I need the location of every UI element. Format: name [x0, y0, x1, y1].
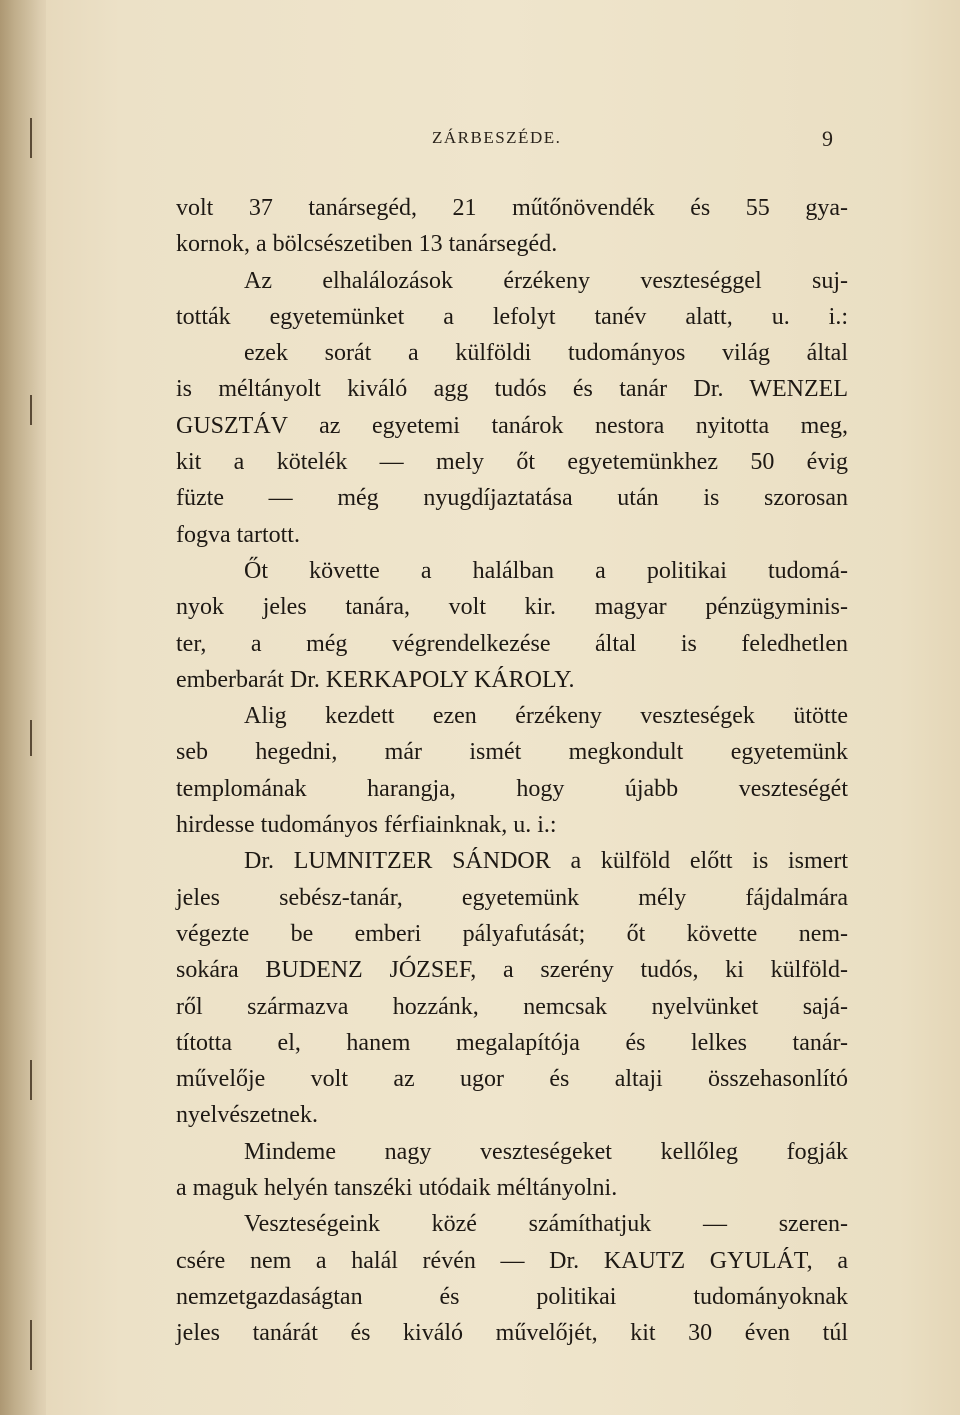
text-line: is méltányolt kiváló agg tudós és tanár Dr. WENZEL: [176, 376, 848, 403]
text-line: a maguk helyén tanszéki utódaik méltányolni.: [176, 1175, 618, 1202]
text-line: Veszteségeink közé számíthatjuk — szeren-: [244, 1211, 848, 1238]
margin-mark: [30, 720, 32, 756]
text-line: művelője volt az ugor és altaji összehasonlító: [176, 1066, 848, 1093]
page-header: [0, 128, 960, 158]
text-line: GUSZTÁV az egyetemi tanárok nestora nyitotta meg,: [176, 412, 848, 439]
text-line: ezek sorát a külföldi tudományos világ által: [244, 340, 848, 367]
running-head: ZÁRBESZÉDE.: [432, 128, 562, 147]
text-line: füzte — még nyugdíjaztatása után is szorosan: [176, 485, 848, 512]
text-line: hirdesse tudományos férfiainknak, u. i.:: [176, 812, 557, 839]
text-line: Mindeme nagy veszteségeket kellőleg fogják: [244, 1138, 848, 1165]
margin-mark: [30, 1320, 32, 1370]
text-line: fogva tartott.: [176, 521, 300, 548]
text-line: kornok, a bölcsészetiben 13 tanársegéd.: [176, 231, 558, 258]
text-line: Dr. LUMNITZER SÁNDOR a külföld előtt is ismert: [244, 848, 848, 875]
text-line: Őt követte a halálban a politikai tudomá-: [244, 557, 848, 584]
text-line: volt 37 tanársegéd, 21 műtőnövendék és 55 gya-: [176, 195, 848, 221]
text-line: nemzetgazdaságtan és politikai tudományoknak: [176, 1283, 848, 1310]
text-line: Az elhalálozások érzékeny veszteséggel suj-: [244, 267, 848, 294]
text-line: ter, a még végrendelkezése által is feledhetlen: [176, 630, 848, 657]
text-line: jeles sebész-tanár, egyetemünk mély fájdalmára: [176, 884, 848, 911]
text-line: végezte be emberi pályafutását; őt követte nem-: [176, 920, 848, 947]
margin-mark: [30, 395, 32, 425]
text-line: jeles tanárát és kiváló művelőjét, kit 30 éven túl: [176, 1320, 848, 1347]
text-line: ről származva hozzánk, nemcsak nyelvünket sajá-: [176, 993, 848, 1020]
text-line: sokára BUDENZ JÓZSEF, a szerény tudós, ki külföld-: [176, 957, 848, 984]
text-line: csére nem a halál révén — Dr. KAUTZ GYULÁT, a: [176, 1247, 848, 1274]
page-binding-shadow: [0, 0, 46, 1415]
text-line: tította el, hanem megalapítója és lelkes tanár-: [176, 1029, 848, 1056]
text-line: templomának harangja, hogy újabb veszteségét: [176, 775, 848, 802]
body-text: [176, 190, 848, 1352]
margin-mark: [30, 1060, 32, 1100]
page-number: 9: [822, 126, 833, 151]
text-line: Alig kezdett ezen érzékeny veszteségek ütötte: [244, 703, 848, 730]
text-line: kit a kötelék — mely őt egyetemünkhez 50 évig: [176, 449, 848, 476]
text-line: seb hegedni, már ismét megkondult egyetemünk: [176, 739, 848, 766]
text-line: emberbarát Dr. KERKAPOLY KÁROLY.: [176, 666, 575, 693]
text-line: nyelvészetnek.: [176, 1102, 318, 1129]
text-line: tották egyetemünket a lefolyt tanév alatt, u. i.:: [176, 303, 848, 330]
text-line: nyok jeles tanára, volt kir. magyar pénzügyminis-: [176, 594, 848, 621]
